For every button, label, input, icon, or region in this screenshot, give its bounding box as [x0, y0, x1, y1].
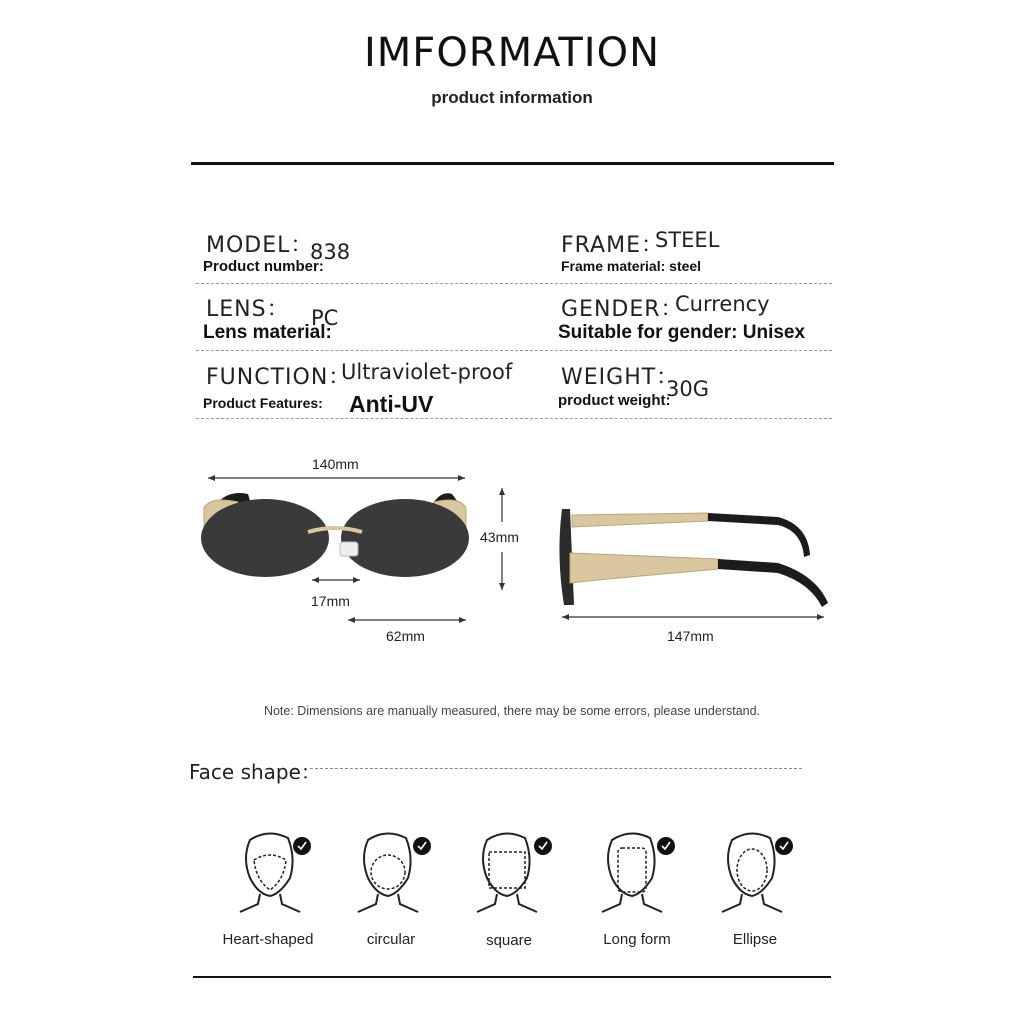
function-sub-value: Anti-UV	[349, 391, 434, 417]
upper-temple	[572, 513, 708, 527]
function-key: FUNCTION：	[206, 365, 352, 390]
square-face-icon	[465, 828, 555, 918]
heart-face-icon	[228, 828, 318, 918]
temple-length-arrow	[562, 614, 824, 620]
gender-sub: Suitable for gender: Unisex	[558, 322, 806, 343]
face-label-oval: Ellipse	[732, 931, 778, 948]
weight-value: 30G	[666, 377, 709, 401]
round-face-icon	[346, 828, 436, 918]
lens-value: PC	[311, 306, 339, 330]
lens-sub: Lens material:	[203, 322, 332, 343]
face-label-round: circular	[366, 931, 416, 948]
width-arrow	[208, 475, 465, 481]
top-divider	[191, 162, 834, 165]
face-shape-divider	[310, 768, 802, 769]
gender-value: Currency	[675, 292, 770, 316]
page-subtitle: product information	[431, 88, 593, 107]
bridge-label: 17mm	[311, 593, 350, 609]
lens-key: LENS：	[206, 297, 290, 322]
width-label: 140mm	[312, 456, 359, 472]
model-value: 838	[310, 240, 351, 264]
lower-temple	[570, 553, 718, 583]
long-face-icon	[590, 828, 680, 918]
lens-width-arrow	[348, 617, 466, 623]
bridge	[308, 528, 362, 532]
model-sub: Product number:	[203, 258, 324, 275]
face-label-heart: Heart-shaped	[222, 931, 314, 948]
face-label-long: Long form	[603, 931, 671, 948]
frame-sub: Frame material: steel	[561, 258, 702, 274]
row-divider	[196, 418, 832, 419]
height-label: 43mm	[480, 529, 519, 545]
weight-sub: product weight:	[558, 392, 671, 409]
function-sub: Product Features:	[203, 395, 323, 411]
face-label-square: square	[486, 932, 532, 949]
front-view-diagram	[190, 450, 540, 640]
bridge-arrow	[312, 577, 360, 583]
face-shape-label: Face shape：	[189, 760, 321, 784]
model-key: MODEL：	[206, 233, 314, 258]
lens-width-label: 62mm	[386, 628, 425, 644]
right-lens	[341, 499, 469, 577]
oval-face-icon	[710, 828, 800, 918]
temple-length-label: 147mm	[667, 628, 714, 644]
frame-value: STEEL	[655, 228, 720, 252]
measurement-note: Note: Dimensions are manually measured, there may be some errors, please understand.	[263, 704, 761, 718]
row-divider	[196, 350, 832, 351]
left-lens	[201, 499, 329, 577]
bottom-divider	[193, 976, 831, 978]
gender-key: GENDER：	[561, 297, 684, 322]
row-divider	[196, 283, 832, 284]
side-view-diagram	[548, 495, 838, 630]
page-title: IMFORMATION	[364, 30, 660, 76]
function-value: Ultraviolet-proof	[341, 360, 513, 384]
weight-key: WEIGHT：	[561, 365, 680, 390]
frame-key: FRAME：	[561, 233, 664, 258]
